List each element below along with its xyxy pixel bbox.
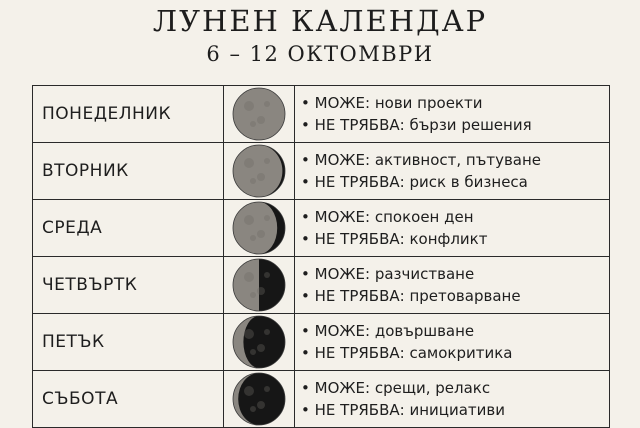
moon-crater [264,158,270,164]
moon-phase-cell [224,86,295,143]
bullet-icon: • [301,322,310,340]
moon-phase-cell [224,200,295,257]
moon-icon [231,371,287,427]
advice-can [301,320,609,342]
advice-can [301,263,609,285]
moon-crater [244,329,254,339]
calendar-row [33,86,610,143]
moon-lit-part [233,202,277,254]
moon-crater [244,101,254,111]
moon-crater [250,178,256,184]
bullet-icon: • [301,151,310,169]
advice-cannot [301,285,609,307]
moon-icon [231,200,287,256]
moon-crater [244,158,254,168]
advice-cannot [301,114,609,136]
advice-cannot [301,342,609,364]
day-name: СРЕДА [33,200,224,257]
advice-cannot-text: НЕ ТРЯБВА: инициативи [314,401,505,419]
moon-crater [264,215,270,221]
advice-cannot-text: НЕ ТРЯБВА: конфликт [314,230,488,248]
advice-cannot-text: НЕ ТРЯБВА: бързи решения [314,116,532,134]
page-title: ЛУНЕН КАЛЕНДАР [152,4,488,38]
calendar-row [33,143,610,200]
moon-crater [250,349,256,355]
moon-crater [244,215,254,225]
advice-cannot [301,228,609,250]
moon-crater [257,287,265,295]
advice-cell [295,257,610,314]
advice-can [301,206,609,228]
moon-crater [250,121,256,127]
calendar-row [33,257,610,314]
moon-crater [244,272,254,282]
advice-cannot-text: НЕ ТРЯБВА: самокритика [314,344,513,362]
calendar-row [33,200,610,257]
advice-can-text: МОЖЕ: нови проекти [314,94,483,112]
bullet-icon: • [301,208,310,226]
advice-can-text: МОЖЕ: довършване [314,322,475,340]
day-name: ПЕТЪК [33,314,224,371]
bullet-icon: • [301,94,310,112]
advice-can-text: МОЖЕ: разчистване [314,265,475,283]
advice-cell [295,86,610,143]
advice-cannot [301,171,609,193]
advice-cannot-text: НЕ ТРЯБВА: риск в бизнеса [314,173,528,191]
day-name: ВТОРНИК [33,143,224,200]
moon-crater [257,401,265,409]
bullet-icon: • [301,173,310,191]
advice-can-text: МОЖЕ: срещи, релакс [314,379,491,397]
moon-icon [231,257,287,313]
moon-crater [250,235,256,241]
moon-crater [250,292,256,298]
moon-phase-cell [224,371,295,428]
moon-crater [257,344,265,352]
advice-cannot [301,399,609,421]
advice-can-text: МОЖЕ: спокоен ден [314,208,474,226]
calendar-row [33,371,610,428]
advice-can [301,149,609,171]
advice-cell [295,143,610,200]
moon-icon [231,86,287,142]
moon-lit-part [233,259,259,311]
moon-phase-cell [224,314,295,371]
date-range: 6 – 12 ОКТОМВРИ [206,42,434,66]
moon-crater [264,386,270,392]
advice-cell [295,200,610,257]
moon-crater [264,329,270,335]
moon-crater [257,116,265,124]
day-name: СЪБОТА [33,371,224,428]
moon-crater [264,272,270,278]
bullet-icon: • [301,230,310,248]
moon-phase-cell [224,143,295,200]
bullet-icon: • [301,344,310,362]
moon-phase-cell [224,257,295,314]
advice-can [301,92,609,114]
moon-crater [244,386,254,396]
moon-icon [231,314,287,370]
advice-cannot-text: НЕ ТРЯБВА: претоварване [314,287,521,305]
moon-icon [231,143,287,199]
advice-cell [295,371,610,428]
bullet-icon: • [301,265,310,283]
advice-cell [295,314,610,371]
bullet-icon: • [301,116,310,134]
bullet-icon: • [301,287,310,305]
bullet-icon: • [301,401,310,419]
day-name: ПОНЕДЕЛНИК [33,86,224,143]
calendar-table [32,85,610,428]
day-name: ЧЕТВЪРТК [33,257,224,314]
advice-can [301,377,609,399]
moon-crater [250,406,256,412]
calendar-row [33,314,610,371]
moon-crater [264,101,270,107]
moon-crater [257,230,265,238]
bullet-icon: • [301,379,310,397]
moon-crater [257,173,265,181]
advice-can-text: МОЖЕ: активност, пътуване [314,151,542,169]
